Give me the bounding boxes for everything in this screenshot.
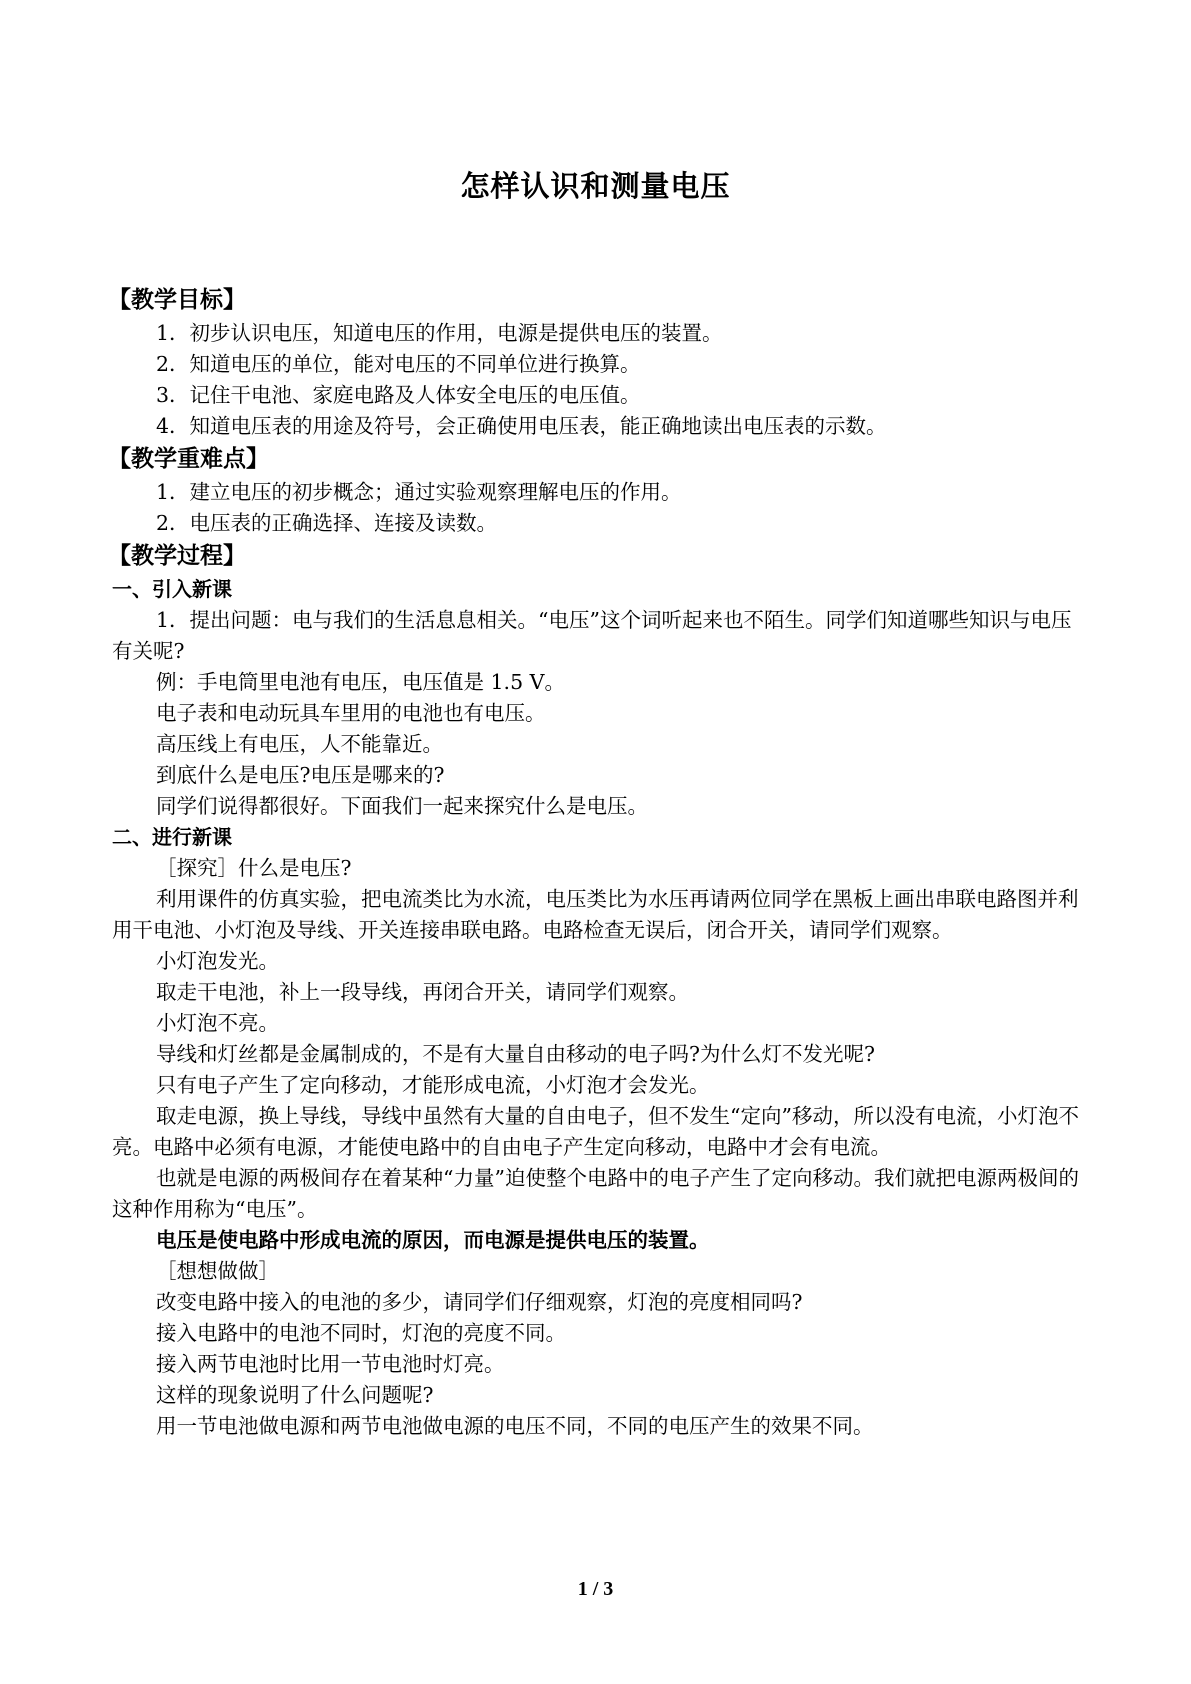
paragraph: 也就是电源的两极间存在着某种“力量”迫使整个电路中的电子产生了定向移动。我们就把电源两极间的这种作用称为“电压”。 xyxy=(112,1166,1079,1221)
paragraph: 例：手电筒里电池有电压，电压值是 1.5 V。 xyxy=(156,670,565,694)
document-body xyxy=(108,283,1082,1442)
emphasis-paragraph: 电压是使电路中形成电流的原因，而电源是提供电压的装置。 xyxy=(156,1228,710,1252)
paragraph: 导线和灯丝都是金属制成的，不是有大量自由移动的电子吗?为什么灯不发光呢? xyxy=(156,1042,875,1066)
objective-item: 3．记住干电池、家庭电路及人体安全电压的电压值。 xyxy=(156,383,641,407)
paragraph: 取走电源，换上导线，导线中虽然有大量的自由电子，但不发生“定向”移动，所以没有电流，小灯泡不亮。电路中必须有电源，才能使电路中的自由电子产生定向移动，电路中才会有电流。 xyxy=(112,1104,1079,1159)
paragraph: 小灯泡不亮。 xyxy=(156,1011,279,1035)
paragraph: 1．提出问题：电与我们的生活息息相关。“电压”这个词听起来也不陌生。同学们知道哪些知识与电压有关呢? xyxy=(112,608,1072,663)
page-number: 1 / 3 xyxy=(577,1578,614,1600)
paragraph: 高压线上有电压，人不能靠近。 xyxy=(156,732,443,756)
paragraph: 用一节电池做电源和两节电池做电源的电压不同，不同的电压产生的效果不同。 xyxy=(156,1414,874,1438)
objective-item: 2．知道电压的单位，能对电压的不同单位进行换算。 xyxy=(156,352,641,376)
paragraph: 接入两节电池时比用一节电池时灯亮。 xyxy=(156,1352,505,1376)
key-point-item: 1．建立电压的初步概念；通过实验观察理解电压的作用。 xyxy=(156,480,682,504)
paragraph: ［想想做做］ xyxy=(156,1259,279,1283)
paragraph: 利用课件的仿真实验，把电流类比为水流，电压类比为水压再请两位同学在黑板上画出串联电路图并利用干电池、小灯泡及导线、开关连接串联电路。电路检查无误后，闭合开关，请同学们观察。 xyxy=(112,887,1079,942)
document-title: 怎样认识和测量电压 xyxy=(460,169,731,203)
paragraph: 小灯泡发光。 xyxy=(156,949,279,973)
paragraph: 只有电子产生了定向移动，才能形成电流，小灯泡才会发光。 xyxy=(156,1073,710,1097)
key-point-item: 2．电压表的正确选择、连接及读数。 xyxy=(156,511,498,535)
paragraph: 这样的现象说明了什么问题呢? xyxy=(156,1383,434,1407)
objective-item: 4．知道电压表的用途及符号，会正确使用电压表，能正确地读出电压表的示数。 xyxy=(156,414,887,438)
paragraph: 同学们说得都很好。下面我们一起来探究什么是电压。 xyxy=(156,794,648,818)
paragraph: 改变电路中接入的电池的多少，请同学们仔细观察，灯泡的亮度相同吗? xyxy=(156,1290,803,1314)
paragraph: 电子表和电动玩具车里用的电池也有电压。 xyxy=(156,701,546,725)
paragraph: 接入电路中的电池不同时，灯泡的亮度不同。 xyxy=(156,1321,566,1345)
section-heading-key-points: 【教学重难点】 xyxy=(108,446,269,472)
subsection-heading-introduction: 一、引入新课 xyxy=(112,577,232,601)
paragraph: 取走干电池，补上一段导线，再闭合开关，请同学们观察。 xyxy=(156,980,689,1004)
subsection-heading-new-lesson: 二、进行新课 xyxy=(112,825,232,849)
paragraph: ［探究］什么是电压? xyxy=(156,856,352,880)
section-heading-objectives: 【教学目标】 xyxy=(108,287,246,313)
paragraph: 到底什么是电压?电压是哪来的? xyxy=(156,763,445,787)
objective-item: 1．初步认识电压，知道电压的作用，电源是提供电压的装置。 xyxy=(156,321,723,345)
section-heading-process: 【教学过程】 xyxy=(108,543,246,569)
